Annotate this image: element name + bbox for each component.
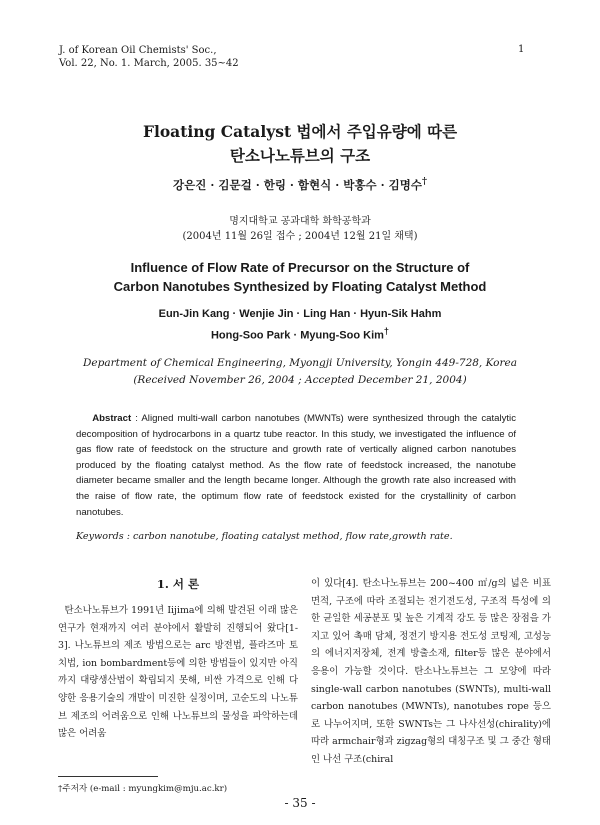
footnote-divider [58,776,158,777]
authors-ko [0,176,600,193]
abstract-label: Abstract [92,413,132,424]
section-heading-introduction: 1. 서 론 [156,577,200,591]
footnote: †주저자 (e-mail : myungkim@mju.ac.kr) [58,784,228,794]
abstract [76,411,516,520]
authors-ko-names: 강은진 · 김문걸 · 한링 · 함현식 · 박홍수 · 김명수 [173,177,422,192]
footer-page-number: - 35 - [284,796,316,810]
affiliation-ko-block [0,214,600,244]
keywords: Keywords : carbon nanotube, floating catalyst method, flow rate,growth rate. [76,531,453,542]
abstract-text: : Aligned multi-wall carbon nanotubes (MWNTs) were synthesized through the catalytic decomposition of hydrocarbons in a quartz tube reactor. In this study, we investigated the influence of gas flow rate of feedstock on the structure and growth rate of vertically aligned carbon nanotubes produced by the floating catalyst method. As the flow rate of feedstock increased, the nanotube diameter became smaller and the length became longer. Although the growth rate also increased with the raise of flow rate, the optimum flow rate of feedstock existed for the crystallinity of carbon nanotubes. [76,413,516,518]
authors-en-line-2 [0,323,600,345]
body-column-left [58,602,298,743]
body-left-text: 탄소나노튜브가 1991년 Iijima에 의해 발견된 이래 많은 연구가 현재까지 여러 분야에서 활발히 진행되어 왔다[1-3]. 나노튜브의 제조 방법으로는 arc 방전법, 플라즈마 토치법, ion bombardment등에 의한 방법들이 있지만 아직까지 대량생산법이 확립되지 못해, 비싼 가격으로 인해 다양한 응용기술의 개발이 미진한 실정이며, 고순도의 나노튜브 제조의 어려움으로 인해 나노튜브의 물성을 파악하는데 많은 어려움 [58,605,298,740]
title-ko-line-2: 탄소나노튜브의 구조 [229,146,371,165]
authors-en-line-2-names: Hong-Soo Park · Myung-Soo Kim [210,329,384,342]
corresponding-mark-en: † [383,326,390,336]
title-en-line-2: Carbon Nanotubes Synthesized by Floating Catalyst Method [113,279,487,294]
body-column-right [311,575,551,769]
affiliation-ko: 명지대학교 공과대학 화학공학과 [229,216,371,227]
authors-en [0,306,600,345]
journal-citation [59,44,239,70]
title-ko-line-1: Floating Catalyst 법에서 주입유량에 따른 [142,122,458,141]
journal-line-2: Vol. 22, No. 1. March, 2005. 35~42 [59,58,239,69]
received-ko: (2004년 11월 26일 접수 ; 2004년 12월 21일 채택) [182,231,418,242]
corresponding-mark: † [421,176,427,187]
journal-line-1: J. of Korean Oil Chemists' Soc., [59,45,217,56]
received-en: (Received November 26, 2004 ; Accepted December 21, 2004) [133,374,467,386]
authors-en-line-1: Eun-Jin Kang · Wenjie Jin · Ling Han · Hyun-Sik Hahm [158,308,442,320]
affiliation-en-block [0,355,600,389]
title-en-line-1: Influence of Flow Rate of Precursor on the Structure of [130,260,470,275]
page-number: 1 [518,44,525,55]
affiliation-en: Department of Chemical Engineering, Myongji University, Yongin 449-728, Korea [82,357,517,369]
body-right-text: 이 있다[4]. 탄소나노튜브는 200~400 ㎡/g의 넓은 비표면적, 구조에 따라 조절되는 전기전도성, 구조적 특성에 의한 균일한 세공분포 및 높은 기계적 강도 등 많은 장점을 가지고 있어 촉매 담체, 정전기 방지용 전도성 코팅제, 고성능의 에너지저장체, 전계 방출소재, filter등 많은 분야에서 응용이 가능할 것이다. 탄소나노튜브는 그 모양에 따라 single-wall carbon nanotubes (SWNTs), multi-wall carbon nanotubes (MWNTs), nanotubes rope 등으로 나누어지며, 또한 SWNTs는 그 나사선성(chirality)에 따라 armchair형과 zigzag형의 대칭구조 및 그 중간 형태인 나선 구조(chiral [311,578,551,765]
title-en [0,258,600,296]
